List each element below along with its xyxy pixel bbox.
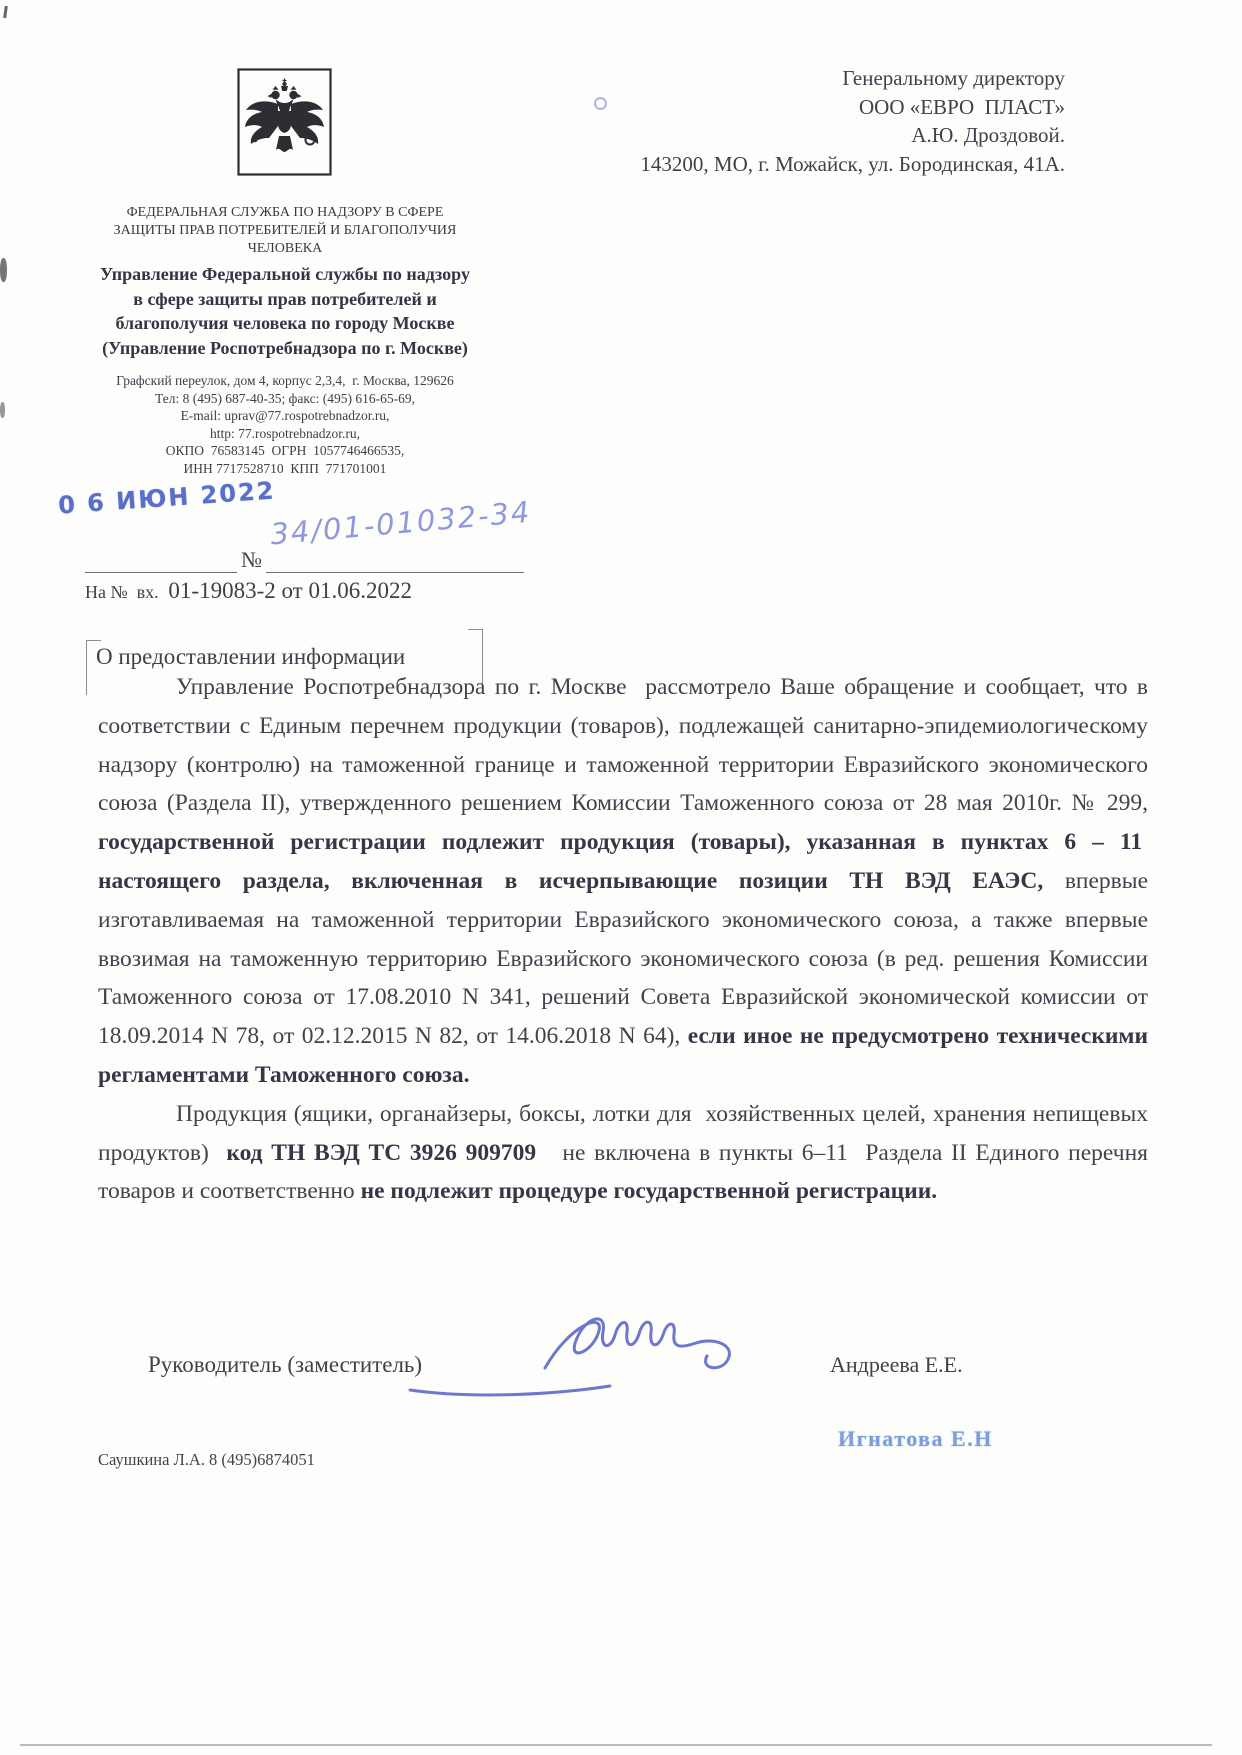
russian-coat-of-arms-icon — [237, 68, 332, 176]
executor-contact: Саушкина Л.А. 8 (495)6874051 — [98, 1450, 315, 1469]
addressee-block — [545, 64, 1065, 178]
scan-edge-line — [20, 1744, 1212, 1746]
contact-line: ИНН 7717528710 КПП 771701001 — [183, 460, 387, 476]
outgoing-date-underline — [85, 556, 237, 573]
contact-line: Графский переулок, дом 4, корпус 2,3,4, г. Москва, 129626 — [116, 373, 454, 388]
incoming-date-stamp: 0 6 ИЮН 2022 — [57, 476, 277, 520]
department-name-line: в сфере защиты прав потребителей и — [133, 288, 437, 309]
contact-line: Тел: 8 (495) 687-40-35; факс: (495) 616-65-69, — [154, 390, 415, 406]
scan-artifact-blue-dot — [594, 97, 607, 110]
contact-line: http: 77.rospotrebnadzor.ru, — [210, 425, 360, 441]
federal-service-line: ЗАЩИТЫ ПРАВ ПОТРЕБИТЕЛЕЙ И БЛАГОПОЛУЧИЯ — [113, 223, 457, 238]
signoff-name: Андреева Е.Е. — [830, 1352, 963, 1377]
signoff-title: Руководитель (заместитель) — [148, 1352, 423, 1377]
department-name-line: Управление Федеральной службы по надзору — [100, 264, 470, 284]
scan-artifact-smudge — [0, 258, 7, 282]
outgoing-number-handwritten: 34/01-01032-34 — [269, 494, 533, 552]
incoming-reference — [85, 578, 412, 604]
contact-line: E-mail: uprav@77.rospotrebnadzor.ru, — [180, 408, 390, 423]
scan-artifact-speck — [3, 6, 8, 18]
contact-line: ОКПО 76583145 ОГРН 1057746466535, — [165, 443, 405, 458]
addressee-line: ООО «ЕВРО ПЛАСТ» — [858, 94, 1065, 119]
addressee-line: А.Ю. Дроздовой. — [911, 123, 1065, 147]
contact-info-block — [83, 372, 487, 477]
addressee-line: Генеральному директору — [842, 66, 1065, 90]
department-name-block — [78, 262, 492, 360]
number-sign: № — [241, 547, 262, 572]
body-paragraph: Управление Роспотребнадзора по г. Москве рассмотрело Ваше обращение и сообщает, что в соответствии с Единым перечнем продукции (товаров), подлежащей санитарно-эпидемиологическому надзору (контролю) на таможенной границе и таможенной территории Евразийского экономического союза (Раздела II), утвержденного решением Комиссии Таможенного союза от 28 мая 2010г. № 299, государственной регистрации подлежит продукция (товары), указанная в пунктах 6 – 11 настоящего раздела, включенная в исчерпывающие позиции ТН ВЭД ЕАЭС, впервые изготавливаемая на таможенной территории Евразийского экономического союза, а также впервые ввозимая на таможенную территорию Евразийского экономического союза (в ред. решения Комиссии Таможенного союза от 17.08.2010 N 341, решений Совета Евразийской экономической комиссии от 18.09.2014 N 78, от 02.12.2015 N 82, от 14.06.2018 N 64), если иное не предусмотрено техническими регламентами Таможенного союза. — [98, 674, 1149, 1088]
body-paragraph: Продукция (ящики, органайзеры, боксы, лотки для хозяйственных целей, хранения непищевых продуктов) код ТН ВЭД ТС 3926 909709 не включена в пункты 6–11 Раздела II Единого перечня товаров и соответственно не подлежит процедуре государственной регистрации. — [98, 1100, 1148, 1205]
department-name-line: (Управление Роспотребнадзора по г. Москве) — [102, 337, 468, 358]
outgoing-number-underline — [266, 556, 524, 573]
approver-facsimile-stamp: Игнатова Е.Н — [838, 1426, 993, 1451]
subject-line: О предоставлении информации — [96, 644, 406, 669]
incoming-reference-label: На № вх. — [85, 582, 159, 602]
letter-body — [98, 668, 1148, 1211]
incoming-reference-value: 01-19083-2 от 01.06.2022 — [168, 578, 412, 603]
handwritten-signature-icon — [395, 1306, 765, 1406]
addressee-line: 143200, МО, г. Можайск, ул. Бородинская, 41А. — [640, 151, 1065, 176]
department-name-line: благополучия человека по городу Москве — [115, 313, 455, 333]
scan-artifact-smudge — [0, 402, 5, 418]
federal-service-line: ФЕДЕРАЛЬНАЯ СЛУЖБА ПО НАДЗОРУ В СФЕРЕ — [126, 205, 444, 220]
federal-service-line: ЧЕЛОВЕКА — [247, 241, 323, 256]
federal-service-header — [83, 204, 487, 258]
